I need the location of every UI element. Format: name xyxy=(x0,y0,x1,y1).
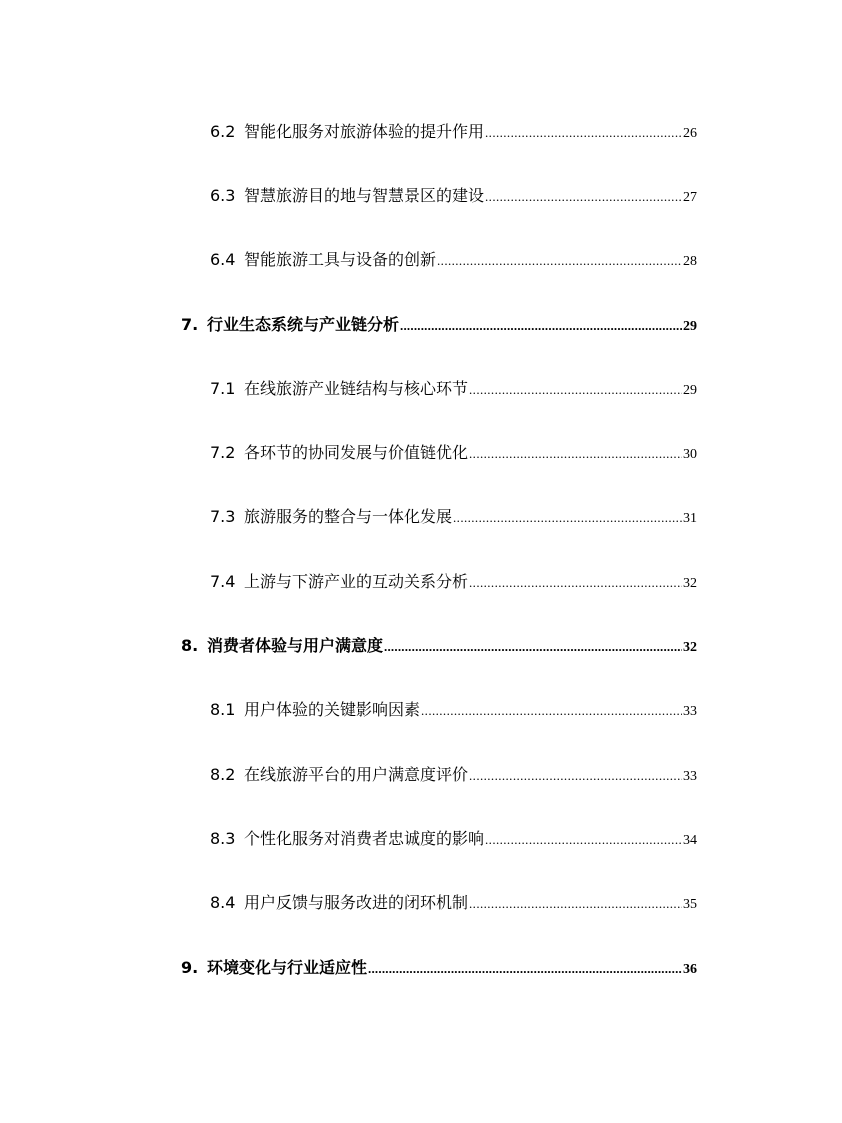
toc-entry-9[interactable] xyxy=(0,934,842,998)
toc-entry-8-1[interactable] xyxy=(0,677,842,741)
toc-chapter-number: 9. xyxy=(181,957,199,977)
toc-dot-leader xyxy=(469,575,682,591)
toc-line xyxy=(0,247,842,270)
toc-line xyxy=(0,376,842,399)
toc-page-number: 29 xyxy=(683,318,697,334)
toc-line xyxy=(0,119,842,142)
toc-page-number: 26 xyxy=(683,125,697,141)
toc-section-title: 智能化服务对旅游体验的提升作用 xyxy=(244,121,485,141)
toc-chapter-number: 8. xyxy=(181,636,199,656)
toc-entry-6-4[interactable] xyxy=(0,227,842,291)
toc-section-number: 8.1 xyxy=(210,700,236,720)
table-of-contents xyxy=(0,98,842,998)
toc-line xyxy=(0,826,842,849)
toc-entry-8-2[interactable] xyxy=(0,741,842,805)
toc-page-number: 33 xyxy=(683,704,697,720)
toc-section-title: 个性化服务对消费者忠诚度的影响 xyxy=(244,828,485,848)
toc-entry-6-3[interactable] xyxy=(0,162,842,226)
toc-section-number: 8.3 xyxy=(210,828,236,848)
toc-chapter-title: 行业生态系统与产业链分析 xyxy=(207,314,400,334)
toc-entry-8-4[interactable] xyxy=(0,870,842,934)
toc-section-number: 8.2 xyxy=(210,764,236,784)
toc-section-title: 用户反馈与服务改进的闭环机制 xyxy=(244,893,469,913)
toc-page-number: 34 xyxy=(683,832,697,848)
toc-chapter-title: 消费者体验与用户满意度 xyxy=(207,636,384,656)
toc-page-number: 33 xyxy=(683,768,697,784)
toc-page-number: 29 xyxy=(683,382,697,398)
toc-page-number: 36 xyxy=(683,961,697,977)
toc-line xyxy=(0,762,842,785)
toc-entry-7[interactable] xyxy=(0,291,842,355)
toc-section-title: 各环节的协同发展与价值链优化 xyxy=(244,443,469,463)
toc-chapter-number: 7. xyxy=(181,314,199,334)
toc-line xyxy=(0,504,842,527)
toc-page-number: 31 xyxy=(683,511,697,527)
toc-dot-leader xyxy=(421,703,682,719)
toc-entry-7-1[interactable] xyxy=(0,355,842,419)
toc-section-number: 6.2 xyxy=(210,121,236,141)
toc-dot-leader xyxy=(453,510,682,526)
toc-section-title: 在线旅游平台的用户满意度评价 xyxy=(244,764,469,784)
toc-entry-7-2[interactable] xyxy=(0,419,842,483)
toc-line xyxy=(0,890,842,913)
toc-page-number: 30 xyxy=(683,447,697,463)
toc-page-number: 27 xyxy=(683,189,697,205)
toc-dot-leader xyxy=(469,768,682,784)
toc-section-title: 智慧旅游目的地与智慧景区的建设 xyxy=(244,185,485,205)
toc-line xyxy=(0,440,842,463)
toc-page-number: 35 xyxy=(683,897,697,913)
toc-dot-leader xyxy=(384,639,682,655)
toc-section-title: 在线旅游产业链结构与核心环节 xyxy=(244,378,469,398)
toc-line xyxy=(0,633,842,656)
toc-section-title: 智能旅游工具与设备的创新 xyxy=(244,250,437,270)
toc-dot-leader xyxy=(368,961,682,977)
toc-section-number: 7.2 xyxy=(210,443,236,463)
toc-chapter-title: 环境变化与行业适应性 xyxy=(207,957,368,977)
toc-entry-7-4[interactable] xyxy=(0,548,842,612)
toc-line xyxy=(0,697,842,720)
toc-section-number: 8.4 xyxy=(210,893,236,913)
toc-entry-8-3[interactable] xyxy=(0,805,842,869)
toc-section-title: 用户体验的关键影响因素 xyxy=(244,700,421,720)
toc-dot-leader xyxy=(485,125,682,141)
toc-line xyxy=(0,569,842,592)
toc-section-number: 7.4 xyxy=(210,571,236,591)
toc-line xyxy=(0,312,842,335)
toc-page-number: 32 xyxy=(683,575,697,591)
toc-dot-leader xyxy=(485,832,682,848)
toc-section-title: 旅游服务的整合与一体化发展 xyxy=(244,507,453,527)
toc-dot-leader xyxy=(437,253,682,269)
toc-dot-leader xyxy=(469,446,682,462)
toc-line xyxy=(0,955,842,978)
toc-dot-leader xyxy=(469,896,682,912)
toc-section-title: 上游与下游产业的互动关系分析 xyxy=(244,571,469,591)
toc-line xyxy=(0,183,842,206)
toc-dot-leader xyxy=(485,189,682,205)
toc-page-number: 32 xyxy=(683,640,697,656)
toc-dot-leader xyxy=(400,318,682,334)
toc-section-number: 6.3 xyxy=(210,185,236,205)
toc-entry-7-3[interactable] xyxy=(0,484,842,548)
toc-page-number: 28 xyxy=(683,254,697,270)
toc-section-number: 6.4 xyxy=(210,250,236,270)
toc-entry-6-2[interactable] xyxy=(0,98,842,162)
toc-section-number: 7.3 xyxy=(210,507,236,527)
toc-entry-8[interactable] xyxy=(0,612,842,676)
toc-section-number: 7.1 xyxy=(210,378,236,398)
toc-dot-leader xyxy=(469,382,682,398)
